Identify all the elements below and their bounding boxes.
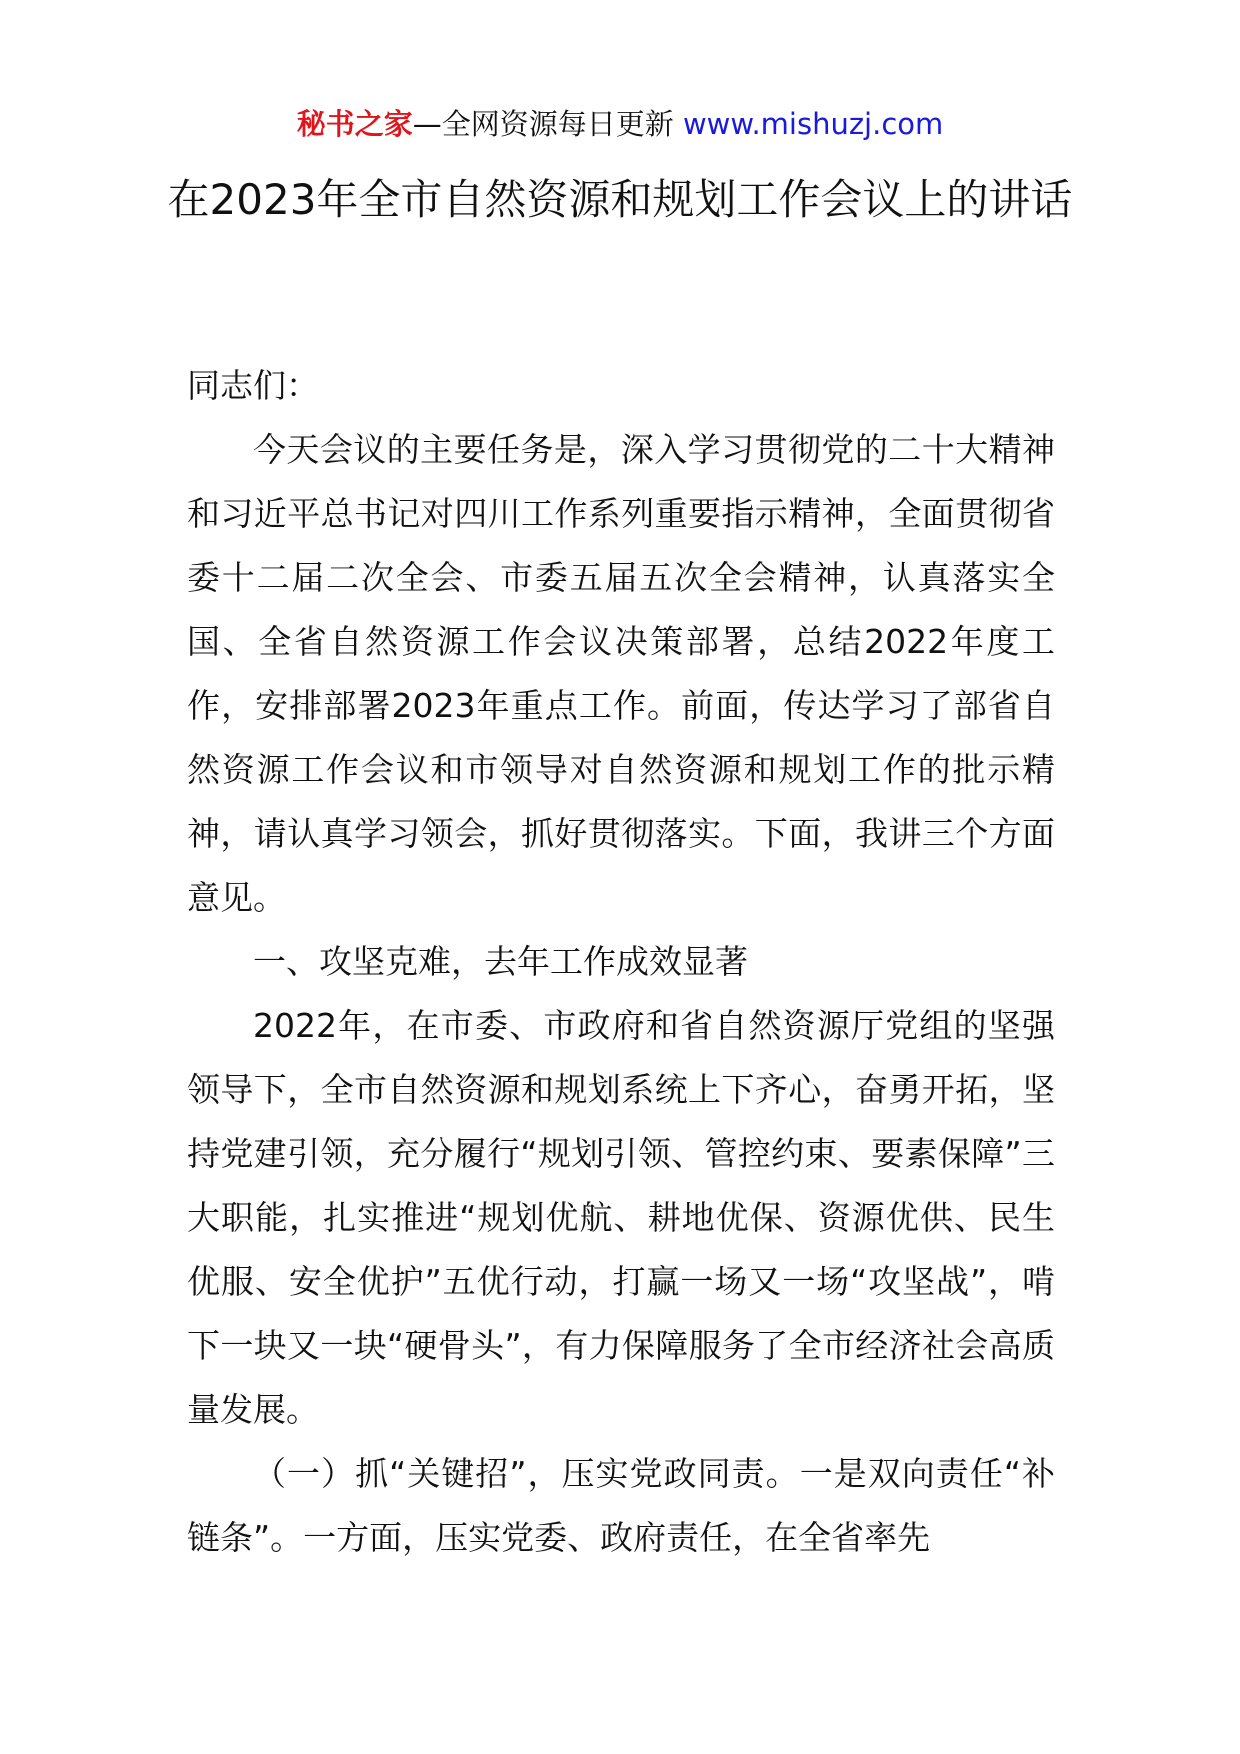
site-url-link[interactable]: www.mishuzj.com [682,107,944,141]
paragraph-2022-summary: 2022年，在市委、市政府和省自然资源厅党组的坚强领导下，全市自然资源和规划系统上下齐心，奋勇开拓，坚持党建引领，充分履行“规划引领、管控约束、要素保障”三大职能，扎实推进“规划优航、耕地优保、资源优供、民生优服、安全优护”五优行动，打赢一场又一场“攻坚战”，啃下一块又一块“硬骨头”，有力保障服务了全市经济社会高质量发展。 [187,1006,1055,1429]
document-title: 在2023年全市自然资源和规划工作会议上的讲话 [167,175,1073,224]
paragraph-subsection-1: （一）抓“关键招”，压实党政同责。一是双向责任“补链条”。一方面，压实党委、政府责任，在全省率先 [187,1454,1055,1557]
document-body [187,354,1055,1570]
site-header [0,104,1240,144]
header-tagline: —全网资源每日更新 [412,107,674,141]
section-heading-1: 一、攻坚克难，去年工作成效显著 [253,942,748,981]
paragraph-intro: 今天会议的主要任务是，深入学习贯彻党的二十大精神和习近平总书记对四川工作系列重要指示精神，全面贯彻省委十二届二次全会、市委五届五次全会精神，认真落实全国、全省自然资源工作会议决策部署，总结2022年度工作，安排部署2023年重点工作。前面，传达学习了部省自然资源工作会议和市领导对自然资源和规划工作的批示精神，请认真学习领会，抓好贯彻落实。下面，我讲三个方面意见。 [187,430,1055,917]
salutation: 同志们： [187,366,319,405]
brand-name: 秘书之家 [296,107,413,141]
